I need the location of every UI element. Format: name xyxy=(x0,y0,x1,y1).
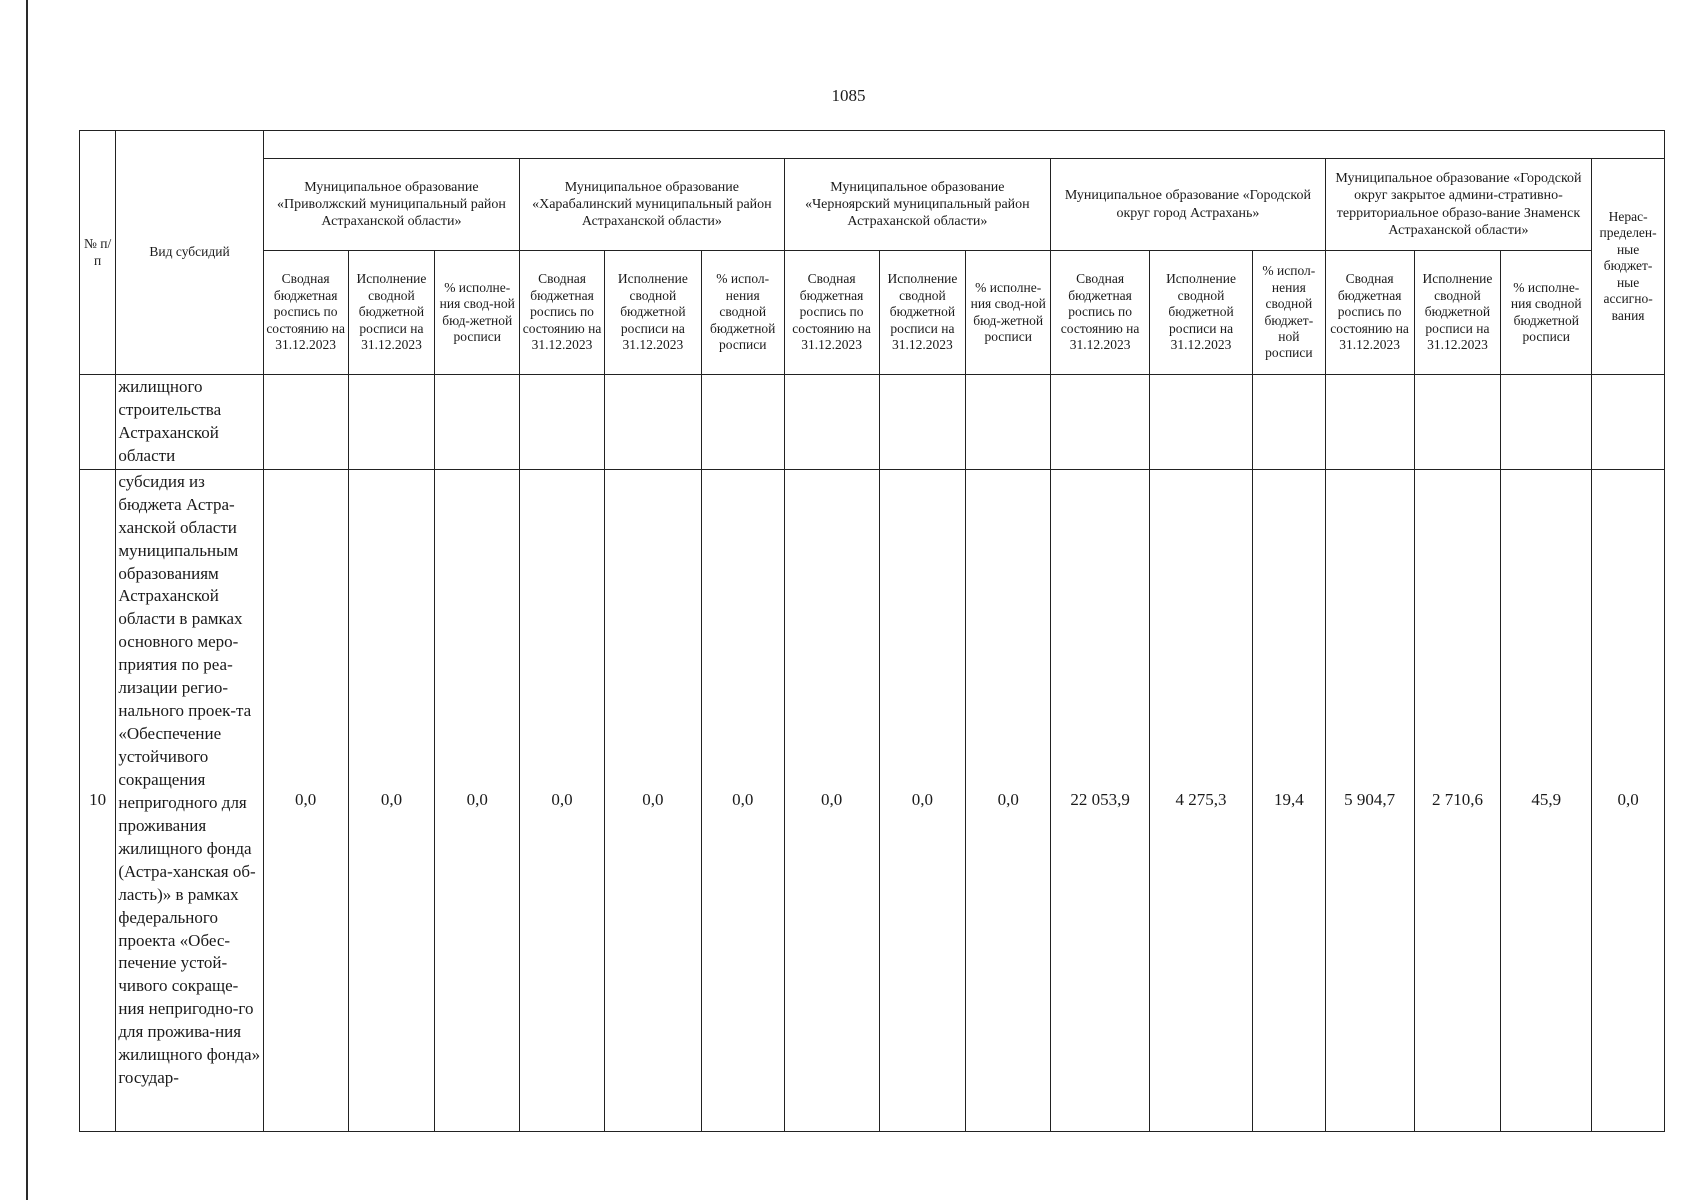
table-row xyxy=(80,375,1665,470)
header-sub: Исполнение сводной бюджетной росписи на 31.12.2023 xyxy=(879,251,966,375)
value-cell xyxy=(1150,375,1253,470)
header-municipality-kharabalinsky: Муниципальное образование «Харабалинский муниципальный район Астраханской области» xyxy=(520,159,784,251)
value-cell: 0,0 xyxy=(879,469,966,1131)
header-municipality-chernoyarsky: Муниципальное образование «Черноярский муниципальный район Астраханской области» xyxy=(784,159,1051,251)
value-cell: 0,0 xyxy=(1592,469,1665,1131)
header-sub: % исполне-ния сводной бюджетной росписи xyxy=(1501,251,1592,375)
value-cell: 0,0 xyxy=(604,469,701,1131)
header-sub: % испол-нения сводной бюджет-ной росписи xyxy=(1253,251,1326,375)
value-cell xyxy=(1501,375,1592,470)
table-row xyxy=(80,469,1665,1131)
value-cell xyxy=(1325,375,1414,470)
value-cell xyxy=(348,375,435,470)
value-cell: 2 710,6 xyxy=(1414,469,1501,1131)
row-subsidy-type: субсидия из бюджета Астра-ханской области муниципальным образованиям Астраханской области в рамках основного меро-приятия по реа-лизации регио-нального проек-та «Обеспечение устойчивого сокращения непригодного для проживания жилищного фонда (Астра-ханская об-ласть)» в рамках федерального проекта «Обес-печение устой-чивого сокраще-ния непригодно-го для прожива-ния жилищного фонда» государ- xyxy=(116,469,263,1131)
header-sub: % испол-нения сводной бюджетной росписи xyxy=(701,251,784,375)
header-municipality-privolzhsky: Муниципальное образование «Приволжский муниципальный район Астраханской области» xyxy=(263,159,519,251)
header-sub: Исполнение сводной бюджетной росписи на 31.12.2023 xyxy=(1150,251,1253,375)
value-cell: 0,0 xyxy=(520,469,605,1131)
header-sub: Исполнение сводной бюджетной росписи на 31.12.2023 xyxy=(348,251,435,375)
value-cell xyxy=(435,375,520,470)
page-edge-line xyxy=(26,0,28,1200)
row-subsidy-type: жилищного строительства Астраханской области xyxy=(116,375,263,470)
header-sub: Сводная бюджетная роспись по состоянию на 31.12.2023 xyxy=(1051,251,1150,375)
header-sub: Сводная бюджетная роспись по состоянию на 31.12.2023 xyxy=(784,251,879,375)
header-sub: Сводная бюджетная роспись по состоянию на 31.12.2023 xyxy=(263,251,348,375)
value-cell: 45,9 xyxy=(1501,469,1592,1131)
header-sub: % исполне-ния свод-ной бюд-жетной росписи xyxy=(435,251,520,375)
value-cell: 0,0 xyxy=(966,469,1051,1131)
value-cell xyxy=(263,375,348,470)
value-cell: 0,0 xyxy=(784,469,879,1131)
header-municipality-astrakhan: Муниципальное образование «Городской округ город Астрахань» xyxy=(1051,159,1326,251)
header-sub: % исполне-ния свод-ной бюд-жетной росписи xyxy=(966,251,1051,375)
value-cell xyxy=(1253,375,1326,470)
header-unallocated: Нерас-пределен-ные бюджет-ные ассигно-вания xyxy=(1592,159,1665,375)
value-cell: 5 904,7 xyxy=(1325,469,1414,1131)
value-cell: 0,0 xyxy=(348,469,435,1131)
header-no: № п/п xyxy=(80,131,116,375)
page-number: 1085 xyxy=(831,86,866,105)
header-sub: Исполнение сводной бюджетной росписи на 31.12.2023 xyxy=(1414,251,1501,375)
value-cell xyxy=(1414,375,1501,470)
header-sub: Сводная бюджетная роспись по состоянию на 31.12.2023 xyxy=(1325,251,1414,375)
value-cell xyxy=(879,375,966,470)
value-cell: 4 275,3 xyxy=(1150,469,1253,1131)
header-vid: Вид субсидий xyxy=(116,131,263,375)
header-municipality-znamensk: Муниципальное образование «Городской округ закрытое админи-стративно-территориальное образо-вание Знаменск Астраханской области» xyxy=(1325,159,1592,251)
row-number xyxy=(80,375,116,470)
header-top-span xyxy=(263,131,1664,159)
subsidy-table xyxy=(79,130,1665,1132)
value-cell: 19,4 xyxy=(1253,469,1326,1131)
value-cell: 0,0 xyxy=(263,469,348,1131)
row-number: 10 xyxy=(80,469,116,1131)
value-cell xyxy=(701,375,784,470)
header-sub: Исполнение сводной бюджетной росписи на 31.12.2023 xyxy=(604,251,701,375)
value-cell xyxy=(604,375,701,470)
value-cell xyxy=(520,375,605,470)
value-cell: 0,0 xyxy=(701,469,784,1131)
value-cell xyxy=(1051,375,1150,470)
value-cell: 0,0 xyxy=(435,469,520,1131)
value-cell: 22 053,9 xyxy=(1051,469,1150,1131)
value-cell xyxy=(1592,375,1665,470)
header-sub: Сводная бюджетная роспись по состоянию на 31.12.2023 xyxy=(520,251,605,375)
value-cell xyxy=(784,375,879,470)
value-cell xyxy=(966,375,1051,470)
